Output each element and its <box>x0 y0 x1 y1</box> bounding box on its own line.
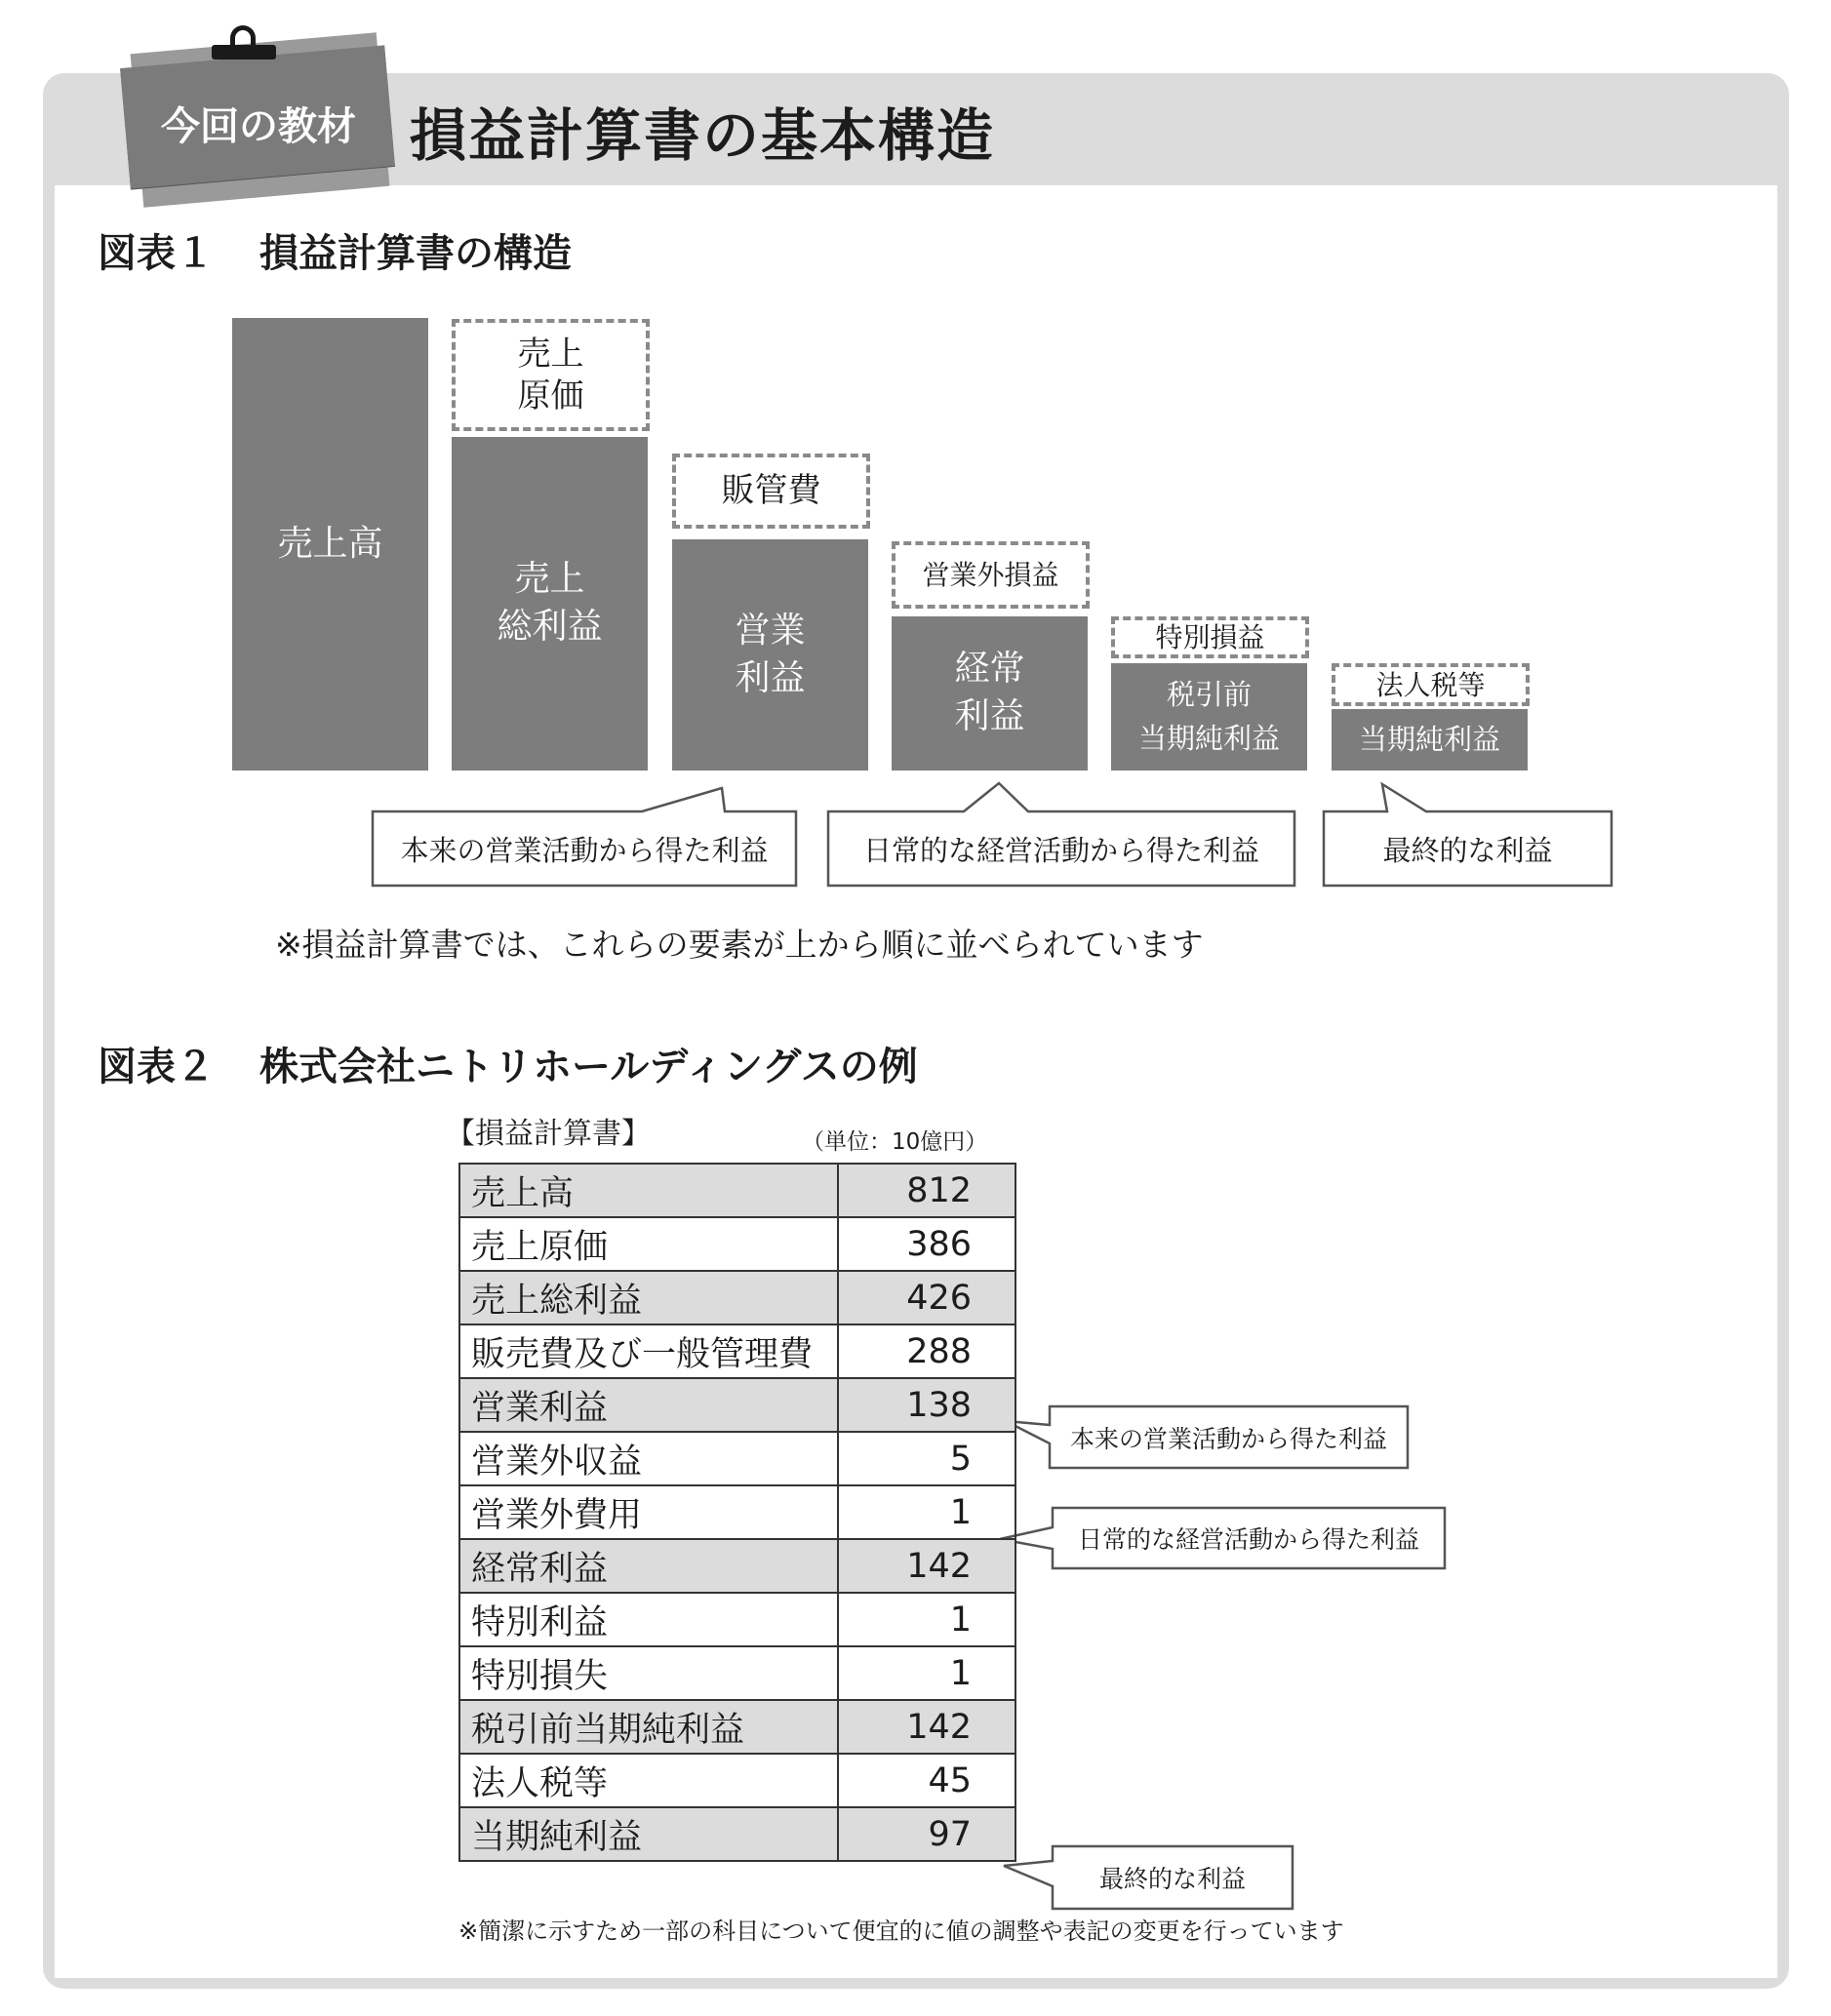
figure2-number: 図表２ <box>98 1045 215 1089</box>
row-label: 営業外費用 <box>459 1485 838 1539</box>
bar-label: 売上 <box>514 559 585 600</box>
row-value: 138 <box>838 1378 1015 1432</box>
deduction-label: 営業外損益 <box>922 559 1059 591</box>
row-value: 97 <box>838 1807 1015 1861</box>
row-value: 142 <box>838 1700 1015 1754</box>
fig2-callout-final: 最終的な利益 <box>1098 1865 1246 1893</box>
income-statement-table <box>458 1163 1016 1862</box>
figure1-number: 図表１ <box>98 231 215 276</box>
row-label: 当期純利益 <box>459 1807 838 1861</box>
figure2-title-text: 株式会社ニトリホールディングスの例 <box>259 1045 918 1089</box>
row-value: 142 <box>838 1539 1015 1593</box>
row-label: 特別利益 <box>459 1593 838 1646</box>
row-label: 法人税等 <box>459 1754 838 1807</box>
row-value: 426 <box>838 1271 1015 1324</box>
figure1-title-text: 損益計算書の構造 <box>259 231 572 276</box>
deduction-label: 売上 <box>517 335 584 374</box>
bar-label: 総利益 <box>497 607 603 647</box>
table-row <box>459 1485 1015 1539</box>
bar-label: 経常 <box>954 649 1025 690</box>
row-label: 税引前当期純利益 <box>459 1700 838 1754</box>
row-value: 288 <box>838 1324 1015 1378</box>
row-label: 販売費及び一般管理費 <box>459 1324 838 1378</box>
table-row <box>459 1646 1015 1700</box>
deduction-label: 法人税等 <box>1375 668 1486 701</box>
fig1-callout-operating: 本来の営業活動から得た利益 <box>400 833 769 867</box>
bar-label: 売上高 <box>277 523 383 564</box>
bar-label: 営業 <box>735 610 806 651</box>
row-value: 5 <box>838 1432 1015 1485</box>
row-value: 386 <box>838 1217 1015 1271</box>
row-label: 売上総利益 <box>459 1271 838 1324</box>
row-label: 営業利益 <box>459 1378 838 1432</box>
row-label: 売上原価 <box>459 1217 838 1271</box>
table-row <box>459 1164 1015 1217</box>
fig1-callout-ordinary: 日常的な経営活動から得た利益 <box>862 833 1259 867</box>
table-row <box>459 1807 1015 1861</box>
table-row <box>459 1539 1015 1593</box>
figure1-note: ※損益計算書では、これらの要素が上から順に並べられています <box>275 926 1204 964</box>
row-label: 売上高 <box>459 1164 838 1217</box>
fig2-callout-ordinary: 日常的な経営活動から得た利益 <box>1077 1525 1419 1554</box>
fig1-callout-final: 最終的な利益 <box>1382 833 1553 867</box>
bar-label: 当期純利益 <box>1358 723 1500 757</box>
table-row <box>459 1324 1015 1378</box>
row-value: 1 <box>838 1646 1015 1700</box>
row-value: 45 <box>838 1754 1015 1807</box>
row-label: 営業外収益 <box>459 1432 838 1485</box>
fig2-callout-operating: 本来の営業活動から得た利益 <box>1069 1424 1387 1453</box>
material-tag-label: 今回の教材 <box>161 104 356 149</box>
deduction-label: 特別損益 <box>1155 621 1265 653</box>
row-value: 812 <box>838 1164 1015 1217</box>
bar-label: 利益 <box>954 696 1025 736</box>
row-label: 特別損失 <box>459 1646 838 1700</box>
page-title: 損益計算書の基本構造 <box>410 102 996 169</box>
table-row <box>459 1700 1015 1754</box>
bar-label: 当期純利益 <box>1137 722 1280 755</box>
row-label: 経常利益 <box>459 1539 838 1593</box>
table-row <box>459 1378 1015 1432</box>
table-row <box>459 1593 1015 1646</box>
table-title: 【損益計算書】 <box>446 1117 651 1151</box>
row-value: 1 <box>838 1485 1015 1539</box>
table-row <box>459 1754 1015 1807</box>
table-row <box>459 1432 1015 1485</box>
figure2-title <box>98 1036 918 1091</box>
figure2-footnote: ※簡潔に示すため一部の科目について便宜的に値の調整や表記の変更を行っています <box>458 1917 1344 1945</box>
row-value: 1 <box>838 1593 1015 1646</box>
deduction-label: 原価 <box>517 376 584 415</box>
table-row <box>459 1271 1015 1324</box>
table-row <box>459 1217 1015 1271</box>
table-unit: （単位：10億円） <box>802 1129 988 1155</box>
bar-label: 税引前 <box>1166 678 1252 712</box>
deduction-label: 販管費 <box>721 471 821 511</box>
bar-label: 利益 <box>735 657 806 698</box>
